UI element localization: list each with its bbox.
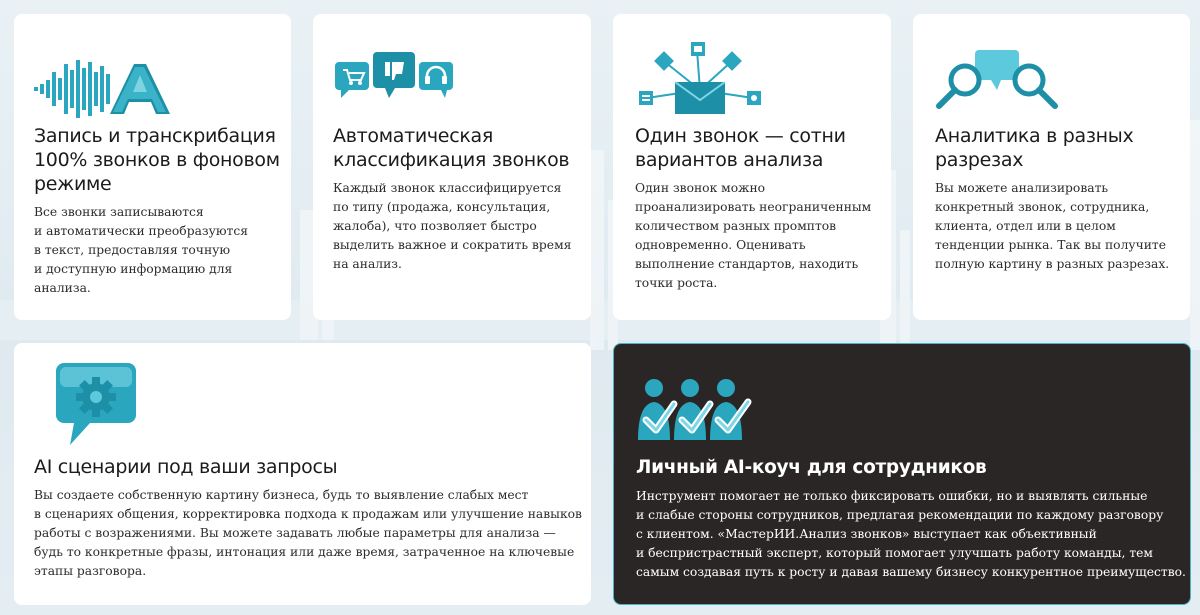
card-title <box>34 124 280 196</box>
card-text-line: Вы создаете собственную картину бизнеса, будь то выявление слабых мест <box>34 488 529 502</box>
card-text-line: Все звонки записываются <box>34 205 204 219</box>
card-text-line: на анализ. <box>333 257 402 271</box>
card-text-line: этапы разговора. <box>34 564 147 578</box>
card-text-line: клиента, отдел или в целом <box>935 219 1116 233</box>
card-title <box>34 455 337 479</box>
feature-card-analysis-variants <box>613 14 891 320</box>
card-description <box>635 179 871 293</box>
card-text-line: конкретный звонок, сотрудника, <box>935 200 1150 214</box>
card-title-line: AI сценарии под ваши запросы <box>34 456 338 478</box>
chat-gear-icon <box>52 361 142 447</box>
card-text-line: и слабые стороны сотрудников, предлагая рекомендации по каждому разговору <box>636 508 1164 522</box>
card-text-line: Каждый звонок классифицируется <box>333 181 562 195</box>
card-text-line: выделить важное и сократить время <box>333 238 572 252</box>
card-text-line: жалоба), что позволяет быстро <box>333 219 537 233</box>
card-description <box>34 203 248 298</box>
card-text-line: выполнение стандартов, находить <box>635 257 859 271</box>
card-text-line: и доступную информацию для <box>34 262 233 276</box>
card-title <box>636 456 986 480</box>
card-text-line: одновременно. Оценивать <box>635 238 806 252</box>
card-text-line: в сценариях общения, корректировка подхода к продажам или улучшение навыков <box>34 507 582 521</box>
card-title-line: Автоматическая <box>333 125 493 147</box>
card-title-line: Запись и транскрибация <box>34 125 276 147</box>
card-text-line: по типу (продажа, консультация, <box>333 200 551 214</box>
card-title-line: Один звонок — сотни <box>635 125 846 147</box>
users-checkmarks-icon <box>636 374 760 444</box>
card-title <box>635 124 846 172</box>
feature-card-classification <box>313 14 591 320</box>
card-text-line: количеством разных промптов <box>635 219 837 233</box>
card-title <box>935 124 1133 172</box>
waveform-A-icon <box>34 58 174 120</box>
card-title-line: Аналитика в разных <box>935 125 1134 147</box>
card-title-line: классификация звонков <box>333 149 570 171</box>
feature-card-analytics <box>913 14 1190 320</box>
card-title-line: 100% звонков в фоновом <box>34 149 280 171</box>
card-text-line: самым создавая путь к росту и давая вашему бизнесу конкурентное преимущество. <box>636 565 1186 579</box>
card-description <box>636 487 1186 582</box>
card-text-line: Один звонок можно <box>635 181 766 195</box>
card-text-line: тенденции рынка. Так вы получите <box>935 238 1167 252</box>
card-title-line: вариантов анализа <box>635 149 824 171</box>
card-text-line: Инструмент помогает не только фиксировать ошибки, но и выявлять сильные <box>636 489 1148 503</box>
card-text-line: анализа. <box>34 281 91 295</box>
card-description <box>333 179 571 274</box>
card-text-line: и беспристрастный эксперт, который помогает улучшать работу команды, тем <box>636 546 1153 560</box>
feature-card-ai-coach <box>613 343 1191 605</box>
feature-card-ai-scenarios <box>14 343 591 605</box>
card-title-line: Личный AI-коуч для сотрудников <box>636 457 987 478</box>
card-description <box>935 179 1169 274</box>
card-text-line: работы с возражениями. Вы можете задавать любые параметры для анализа — <box>34 526 556 540</box>
card-title-line: разрезах <box>935 149 1024 171</box>
card-text-line: в текст, предоставляя точную <box>34 243 231 257</box>
magnifiers-chat-icon <box>935 50 1059 112</box>
card-text-line: будь то конкретные фразы, интонация или даже время, затраченное на ключевые <box>34 545 575 559</box>
chat-bubbles-cart-dislike-headset-icon <box>333 50 473 112</box>
card-text-line: с клиентом. «МастерИИ.Анализ звонков» выступает как объективный <box>636 527 1097 541</box>
feature-card-transcription <box>14 14 291 320</box>
card-title-line: режиме <box>34 173 112 195</box>
card-text-line: Вы можете анализировать <box>935 181 1109 195</box>
card-title <box>333 124 569 172</box>
card-text-line: и автоматически преобразуются <box>34 224 248 238</box>
card-text-line: проанализировать неограниченным <box>635 200 872 214</box>
card-text-line: точки роста. <box>635 276 718 290</box>
card-text-line: полную картину в разных разрезах. <box>935 257 1170 271</box>
envelope-network-icon <box>635 42 765 116</box>
card-description <box>34 486 582 581</box>
